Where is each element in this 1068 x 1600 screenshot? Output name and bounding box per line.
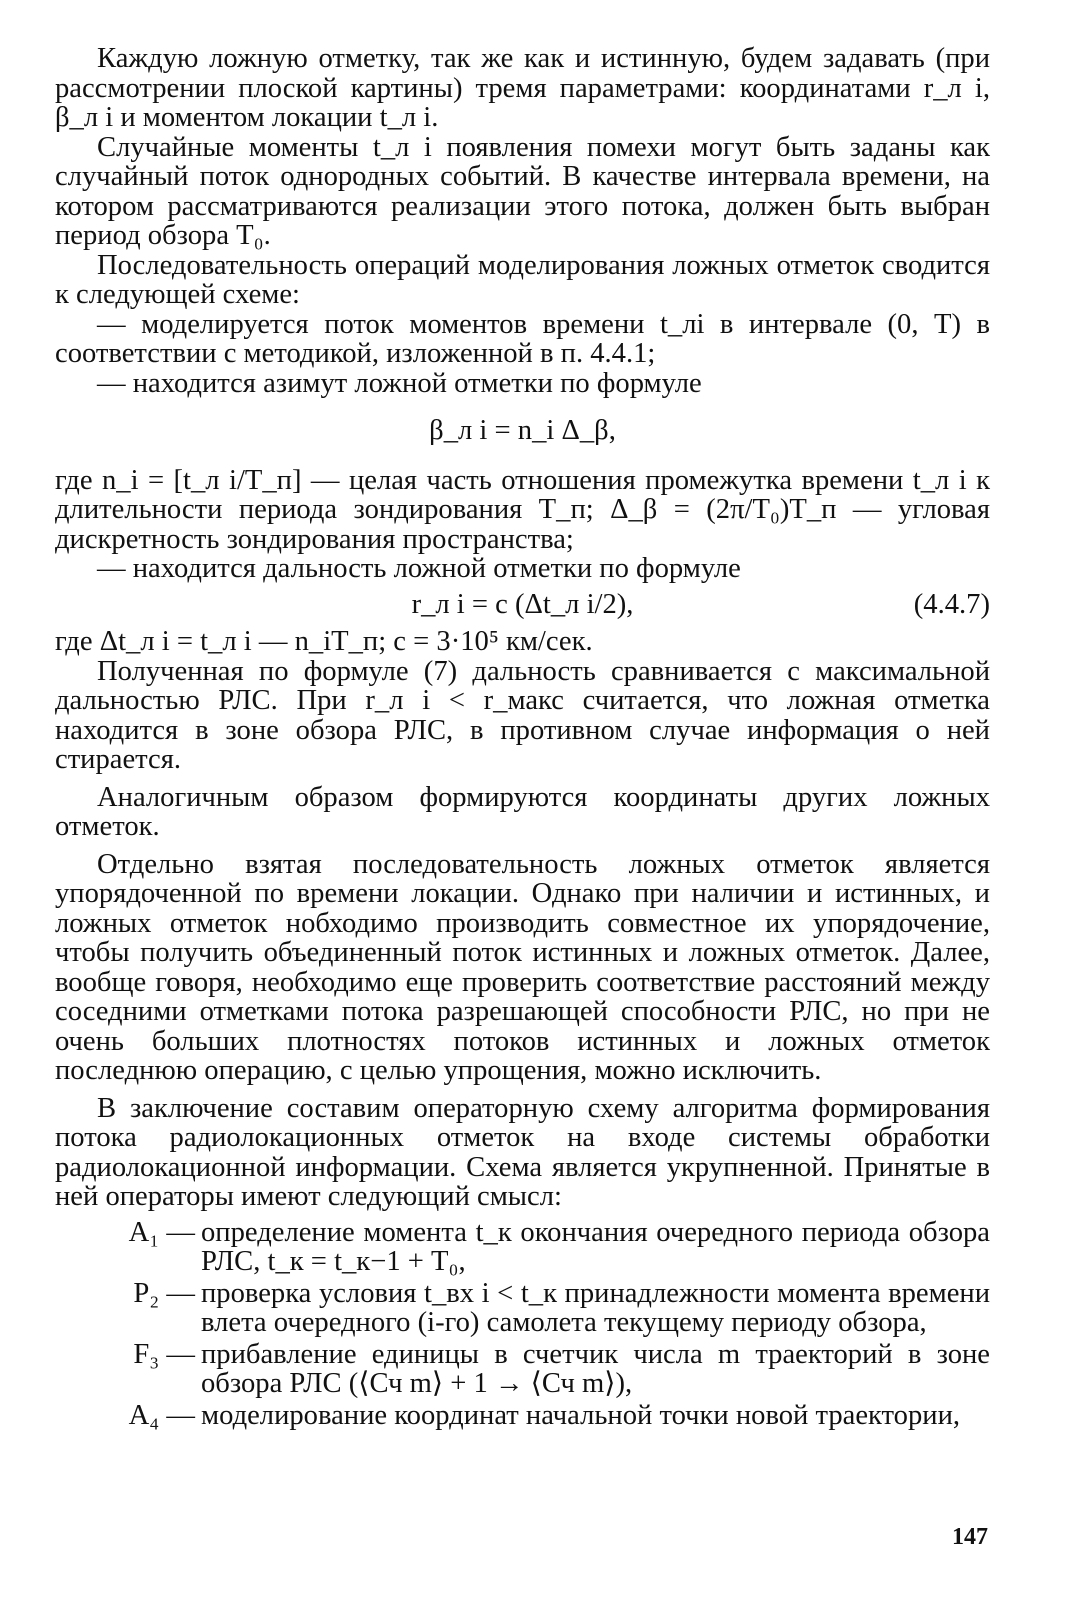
paragraph-random-moments: Случайные моменты t_л i появления помехи могут быть заданы как случайный поток однородных событий. В качестве интервала времени, на котором рассматриваются реализации этого потока, должен быть выбран период обзора T₀.	[55, 131, 990, 251]
step-azimuth: — находится азимут ложной отметки по формуле	[97, 367, 702, 399]
operator-item	[55, 1340, 990, 1399]
operator-label: A₁ —	[128, 1216, 195, 1248]
operator-label: A₄ —	[128, 1399, 195, 1431]
equation-number: (4.4.7)	[913, 588, 990, 620]
operator-item	[55, 1401, 990, 1431]
operator-item	[55, 1279, 990, 1338]
operator-text: определение момента t_к окончания очередного периода обзора РЛС, t_к = t_к−1 + T₀,	[201, 1216, 990, 1277]
operator-label: F₃ —	[133, 1338, 195, 1370]
paragraph-other-marks: Аналогичным образом формируются координаты других ложных отметок.	[55, 781, 990, 842]
step-range: — находится дальность ложной отметки по формуле	[97, 553, 741, 584]
text-column	[55, 44, 990, 1432]
operator-list	[55, 1218, 990, 1431]
paragraph-sequence-intro: Последовательность операций моделирования ложных отметок сводится к следующей схеме:	[55, 249, 990, 310]
range-definitions: где Δt_л i = t_л i — n_iT_п; c = 3·10⁵ км/сек.	[55, 626, 593, 657]
operator-text: прибавление единицы в счетчик числа m траекторий в зоне обзора РЛС (⟨Сч m⟩ + 1 → ⟨Сч m⟩),	[201, 1338, 990, 1399]
page-number: 147	[952, 1524, 988, 1550]
operator-label: P₂ —	[133, 1277, 195, 1309]
formula-range	[55, 590, 990, 620]
operator-text: моделирование координат начальной точки новой траектории,	[201, 1399, 961, 1431]
formula-azimuth: β_л i = n_i Δ_β,	[429, 415, 616, 446]
paragraph-ordering: Отдельно взятая последовательность ложных отметок является упорядоченной по времени локации. Однако при наличии и истинных, и ложных отметок нобходимо производить совместное их упорядочение, чтобы получить объединенный поток истинных и ложных отметок. Далее, вообще говоря, необходимо еще проверить соответствие расстояний между соседними отметками потока разрешающей способности РЛС, но при не очень больших плотностях потоков истинных и ложных отметок последнюю операцию, с целью упрощения, можно исключить.	[55, 848, 990, 1086]
formula-range-body: r_л i = c (Δt_л i/2),	[411, 588, 634, 620]
step-model-flow: — моделируется поток моментов времени t_лi в интервале (0, T) в соответствии с методикой, изложенной в п. 4.4.1;	[55, 308, 990, 369]
paragraph-range-compare: Полученная по формуле (7) дальность сравнивается с максимальной дальностью РЛС. При r_л i < r_макс считается, что ложная отметка находится в зоне обзора РЛС, в противном случае информация о ней стирается.	[55, 655, 990, 775]
operator-text: проверка условия t_вх i < t_к принадлежности момента времени влета очередного (i-го) самолета текущему периоду обзора,	[201, 1277, 990, 1338]
paragraph-false-mark-params: Каждую ложную отметку, так же как и истинную, будем задавать (при рассмотрении плоской картины) тремя параметрами: координатами r_л i, β_л i и моментом локации t_л i.	[55, 43, 990, 133]
azimuth-definitions: где n_i = [t_л i/T_п] — целая часть отношения промежутка времени t_л i к длительности периода зондирования T_п; Δ_β = (2π/T₀)T_п — угловая дискретность зондирования пространства;	[55, 464, 990, 555]
operator-item	[55, 1218, 990, 1277]
paragraph-operator-scheme: В заключение составим операторную схему алгоритма формирования потока радиолокационных отметок на входе системы обработки радиолокационной информации. Схема является укрупненной. Принятые в ней операторы имеют следующий смысл:	[55, 1092, 990, 1212]
